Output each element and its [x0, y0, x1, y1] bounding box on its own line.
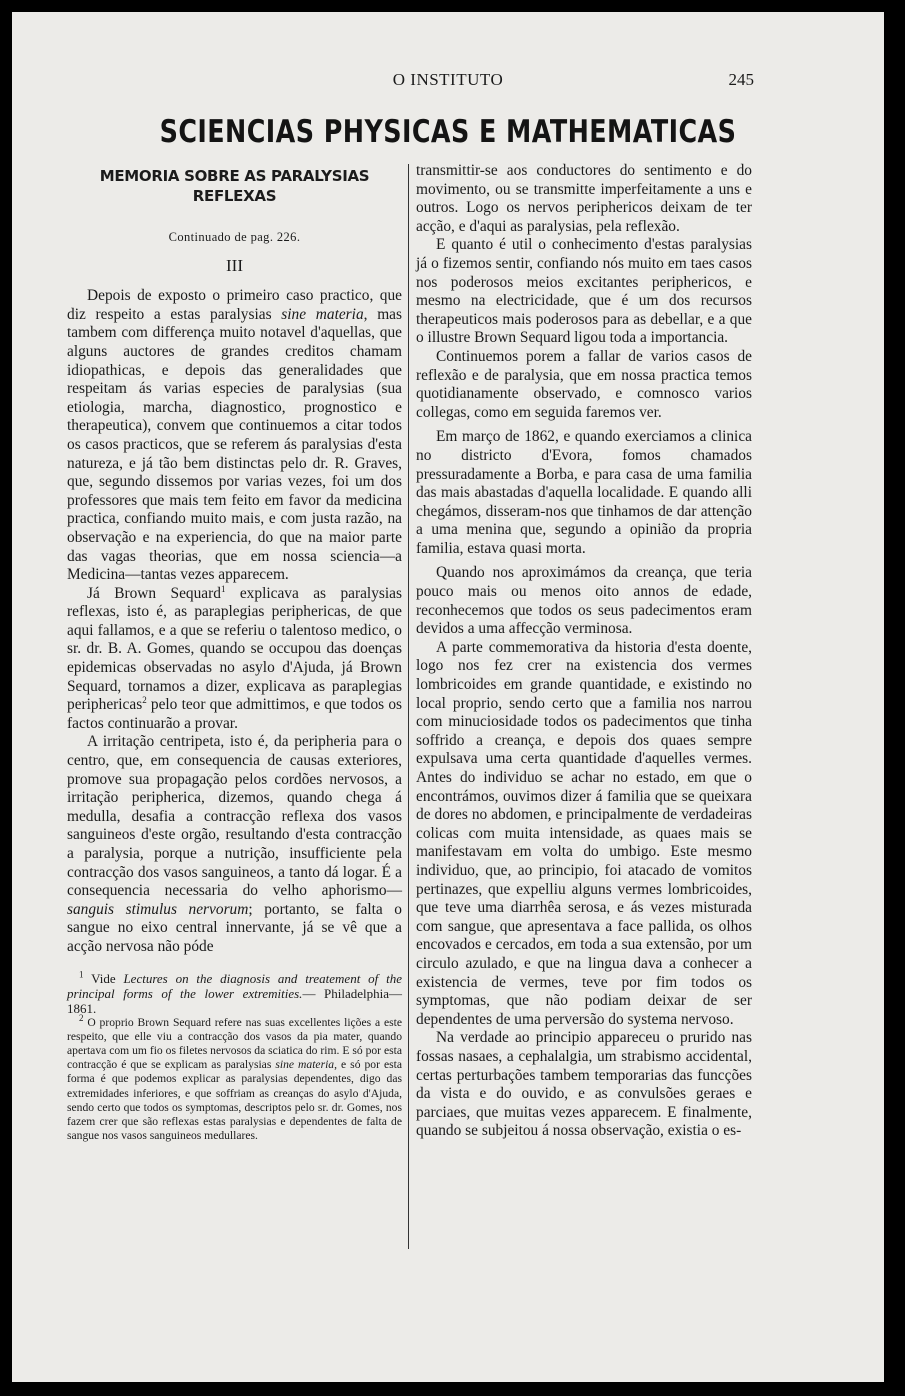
section-title: SCIENCIAS PHYSICAS E MATHEMATICAS — [159, 114, 737, 150]
footnote-1: $^1$ Vide Lectures on the diagnosis and treatement of the principal forms of the lower extremities.— Philadelphia— 1861. — [67, 969, 402, 1016]
right-paragraph-5: Quando nos aproximámos da creança, que teria pouco mais ou menos oito annos de edade, reconhecemos que todos os seus padecimentos eram devidos a uma affecção verminosa. — [416, 564, 752, 638]
right-paragraph-1: transmittir-se aos conductores do sentimento e do movimento, ou se transmitte imperfeitamente a uns e outros. Logo os nervos periphericos deixam de ter acção, e d'aqui as paralysias, pela reflexão. — [416, 162, 752, 235]
page-number: 245 — [728, 70, 754, 89]
left-paragraph-3: A irritação centripeta, isto é, da peripheria para o centro, que, em consequencia de causas exteriores, promove sua propagação pelos cordões nervosos, a irritação peripherica, dizemos, quando chega á medulla, desafia a contracção reflexa dos vasos sanguineos d'este orgão, resultando d'esta contracção a paralysia, porque a nutrição, insufficiente pela contracção dos vasos sanguineos, a tanto dá logar. É a consequencia necessaria do velho aphorismo—sanguis stimulus nervorum; portanto, se falta o sangue no eixo central innervante, já se vê que a acção nervosa não póde — [67, 733, 402, 955]
journal-page — [12, 12, 884, 1382]
left-paragraph-1: Depois de exposto o primeiro caso practico, que diz respeito a estas paralysias sine materia, mas tambem com differença muito notavel d'aquellas, que alguns auctores de grandes creditos chamam idiopathicas, e depois das generalidades que respeitam ás varias especies de paralysias (sua etiologia, marcha, diagnostico, prognostico e therapeutica), convem que continuemos a citar todos os casos practicos, que se referem ás paralysias d'esta natureza, e já tão bem distinctas pelo dr. R. Graves, que, segundo dissemos por varias vezes, foi um dos professores que mais tem feito em favor da medicina practica, confiando muito mais, e com justa razão, na observação e na experiencia, do que na maior parte das vagas theorias, que em nossa sciencia—a Medicina—tantas vezes apparecem. — [67, 287, 402, 584]
continued-note: Continuado de pag. 226. — [168, 230, 301, 244]
column-divider — [408, 164, 409, 1249]
footnotes — [67, 971, 402, 1144]
footnote-ref-1: 1 — [220, 583, 226, 594]
right-column — [416, 162, 752, 1141]
right-paragraph-3: Continuemos porem a fallar de varios casos de reflexão e de paralysia, que em nossa practica temos quotidianamente observado, e comnosco varios collegas, como em seguida faremos ver. — [416, 347, 752, 421]
right-paragraph-4: Em março de 1862, e quando exerciamos a clinica no districto d'Evora, fomos chamados pressuradamente a Borba, e para casa de uma familia das mais abastadas d'aquella localidade. E quando alli chegámos, disseram-nos que tinhamos de dar attenção a uma menina que, segundo a opinião da propria familia, estava quasi morta. — [416, 428, 752, 557]
left-paragraph-2: Já Brown Sequard$^1$ explicava as paralysias reflexas, isto é, as paraplegias periphericas, de que aqui fallamos, e a que se referiu o talentoso medico, o sr. dr. B. A. Gomes, quando se occupou das doenças epidemicas observadas no asylo d'Ajuda, já Brown Sequard, tornamos a dizer, explicava as paraplegias periphericas$^2$ pelo teor que admittimos, e que todos os factos continuarão a provar. — [67, 583, 402, 732]
footnote-2: $^2$ O proprio Brown Sequard refere nas suas excellentes lições a este respeito, que elle viu a contracção dos vasos da pia mater, quando apertava com um fio os filetes nervosos da sciatica do rim. E só por esta contracção é que se explicam as paralysias sine materia, e só por esta forma é que podemos explicar as paralysias dependentes, digo das extremidades inferiores, e que soffriam as creanças do asylo d'Ajuda, sendo certo que todos os symptomas, descriptos pelo sr. dr. Gomes, nos fazem crer que são reflexas estas paralysias e dependentes de falta de sangue nos vasos sanguineos medullares. — [67, 1012, 402, 1143]
right-paragraph-6: A parte commemorativa da historia d'esta doente, logo nos fez crer na existencia dos vermes lombricoides em grande quantidade, e existindo no local proprio, sendo certo que a familia nos narrou com minuciosidade todos os padecimentos que tinha soffrido a creança, e depois dos quaes sempre expulsava uma certa quantidade d'aquelles vermes. Antes do individuo se achar no estado, em que o encontrámos, ouvimos dizer á familia que se queixara de dores no abdomen, e principalmente de verdadeiras colicas com muita intensidade, as quaes mais se manifestavam em volta do umbigo. Este mesmo individuo, que, ao principio, foi atacado de vomitos pertinazes, que expelliu alguns vermes lombricoides, que teve uma diarrhêa serosa, e ás vezes misturada com sangue, que apresentava a face pallida, os olhos encovados e cercados, em toda a sua extensão, por um circulo azulado, e que na lingua dava a conhecer a existencia de vermes, teve por fim todos os symptomas, que não podiam deixar de ser dependentes de uma perversão do systema nervoso. — [416, 638, 752, 1028]
article-title: MEMORIA SOBRE AS PARALYSIAS REFLEXAS — [99, 167, 370, 205]
left-column — [67, 162, 402, 1143]
running-header — [12, 70, 884, 94]
part-number: III — [226, 255, 243, 275]
footnote-ref-2: 2 — [142, 695, 147, 706]
right-paragraph-7: Na verdade ao principio appareceu o prurido nas fossas nasaes, a cephalalgia, um strabismo accidental, certas perturbações tambem temporarias das funcções da vista e do ouvido, e as convulsões geraes e parciaes, que muitas vezes apparecem. E finalmente, quando se subjeitou á nossa observação, existia o es- — [416, 1029, 752, 1140]
right-paragraph-2: E quanto é util o conhecimento d'estas paralysias já o fizemos sentir, confiando nós muito em taes casos nos poderosos meios excitantes periphericos, e mesmo na electricidade, que é um dos recursos therapeuticos mais poderosos para as debellar, e a que o illustre Brown Sequard ligou toda a importancia. — [416, 236, 752, 347]
journal-title: O INSTITUTO — [392, 70, 504, 89]
